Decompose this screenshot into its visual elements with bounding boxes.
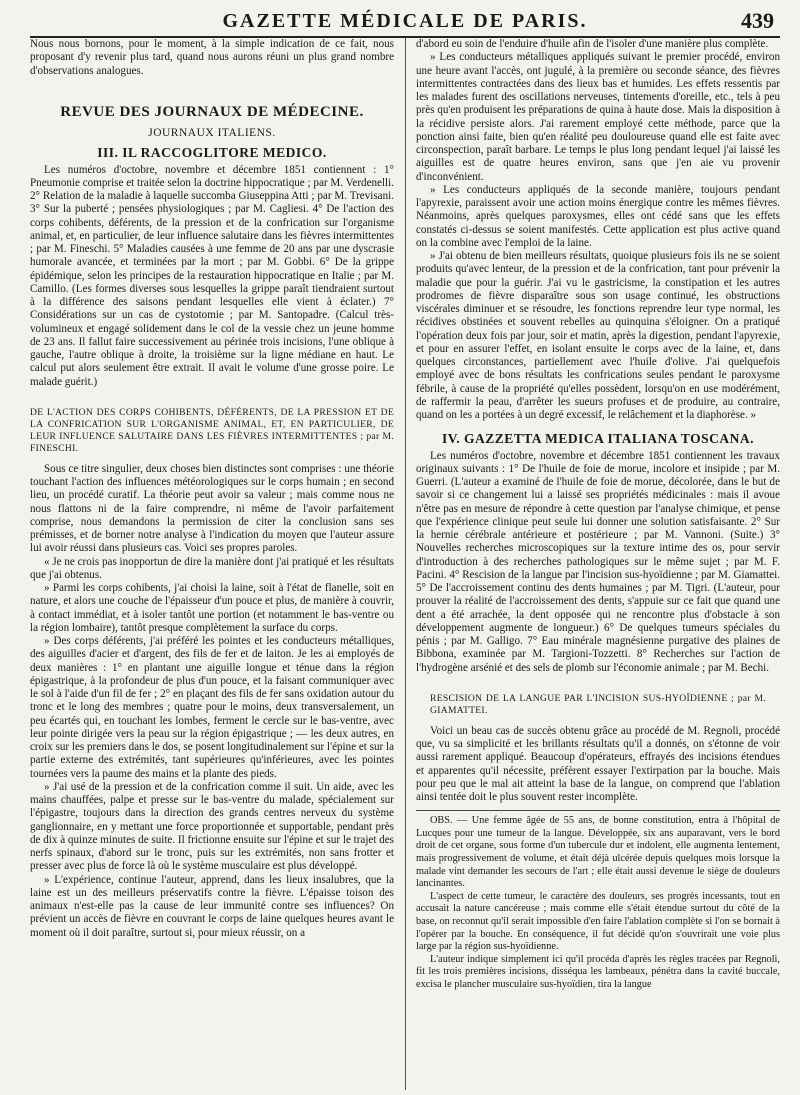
paragraph: » Des corps déférents, j'ai préféré les pointes et les conducteurs métalliques, des aiguilles d'acier et d'argent, des fils de fer et de laiton. Je les ai employés de deux manières : 1° en plantant une aiguille longue et ténue dans la région épigastrique, à la profondeur de plus d'un pouce, et la faisant communiquer avec le sol à l'aide d'un fil de fer ; 2° en plaçant des fils de fer sans oxidation autour du tronc et le long des membres ; quatre pour le moins, deux transversalement, un peu écartés qui, en touchant les lombes, ferment le cercle sur le bas-ventre, avec leur pointe dirigée vers la peau sur la région épigastrique ; — les deux autres, en croix sur les premiers dans le dos, se posent longitudinalement sur l'épine et sur la partie externe des extrémités, tant supérieures qu'inférieures, avec les pointes tournées vers la paume des mains et la plante des pieds. [30, 635, 394, 780]
gazette-title: GAZETTE MÉDICALE DE PARIS. [222, 10, 588, 32]
paragraph: Les numéros d'octobre, novembre et décembre 1851 contiennent : 1° Pneumonie comprise et traitée selon la doctrine hippocratique ; par M. Verdenelli. 2° Relation de la maladie à laquelle succomba Giuseppina Atti ; par M. Trevisani. 3° Sur la puberté ; pensées physiologiques ; par M. Cagliesi. 4° De l'action des corps cohibents, déférents, de la pression et de la confrication sur l'organisme animal, et, en particulier, de leur influence salutaire dans les fièvres intermittentes ; par M. Fineschi. 5° Maladies causées à une femme de 20 ans par une dyscrasie humorale avancée, et terminées par la mort ; par M. Gobbi. 6° De la grippe épidémique, selon les principes de la restauration hippocratique en Italie ; par M. Camillo. (Les formes diverses sous lesquelles la grippe paraît tiendraient surtout à la différence des saisons pendant lesquelles elle vient à éclater.) 7° Considérations sur un cas de cystotomie ; par M. Santopadre. (Calcul très-volumineux et engagé solidement dans le col de la vessie chez un jeune homme de 23 ans. Il fallut faire successivement au périnée trois incisions, l'une oblique à gauche, l'autre oblique à droite, la troisième sur la ligne médiane en haut. Le calcul put alors seulement être extrait. Il avait le volume d'une grosse poire. Le malade guérit.) [30, 163, 394, 388]
paragraph: » J'ai usé de la pression et de la confrication comme il suit. Un aide, avec les mains chauffées, palpe et presse sur le bas-ventre du malade, spécialement sur l'épigastre, toujours dans la direction des grands centres nerveux du système ganglionnaire, en y mettant une force proportionnée et supportable, pendant près de dix à quinze minutes de suite. Il frictionne ensuite sur l'épine et sur le trajet des nerfs spinaux, d'abord sur le tronc, puis sur les extrémités, non sans frotter et presser avec plus de force là où le système musculaire est plus développé. [30, 780, 394, 873]
paragraph: » Parmi les corps cohibents, j'ai choisi la laine, soit à l'état de flanelle, soit en nature, et alors une couche de l'épaisseur d'un pouce et plus, de manière à couvrir, à contact immédiat, et à isoler tantôt une portion (et notamment le bas-ventre ou la région lombaire), tantôt presque complètement la surface du corps. [30, 582, 394, 634]
observation-paragraph: OBS. — Une femme âgée de 55 ans, de bonne constitution, entra à l'hôpital de Lucques pour une tumeur de la langue. Développée, six ans auparavant, vers le bord droit de cet organe, sous forme d'un tubercule dur et indolent, elle augmenta lentement, mais progressivement de volume, et était déjà ulcérée depuis quelques mois lorsque la malade vint demander les secours de l'art ; elle était aussi devenue le siège de douleurs lancinantes. [416, 815, 780, 890]
running-head [30, 6, 780, 38]
journal-title-iii: III. IL RACCOGLITORE MEDICO. [97, 145, 327, 161]
observation-paragraph: L'auteur indique simplement ici qu'il procéda d'après les règles tracées par Regnoli, fit les trois premières incisions, disséqua les lambeaux, pénétra dans la cavité buccale, excisa le plancher musculaire sus-hyoïdien, tira la langue [416, 953, 780, 990]
section-title: REVUE DES JOURNAUX DE MÉDECINE. [60, 103, 364, 120]
paragraph: » Les conducteurs appliqués de la seconde manière, toujours pendant l'apyrexie, paraissent avoir une action moins énergique contre les mêmes fièvres. Néanmoins, après quelques paroxysmes, elles ont cédé sans que les effets constatés ci-dessus se soient manifestés. Cette application est plus active quand on la combine avec l'emploi de la laine. [416, 183, 780, 249]
left-column [30, 38, 394, 1090]
divider [416, 810, 780, 811]
text-columns [30, 38, 780, 1090]
column-divider [405, 38, 406, 1090]
section-subtitle: JOURNAUX ITALIENS. [148, 127, 276, 139]
paragraph: « Je ne crois pas inopportun de dire la manière dont j'ai pratiqué et les résultats que j'ai obtenus. [30, 555, 394, 581]
paragraph: » Les conducteurs métalliques appliqués suivant le premier procédé, environ une heure avant l'accès, ont jugulé, à la première ou seconde séance, des fièvres intermittentes contractées dans des lieux bas et humides. Les effets ressentis par les malades furent des oscillations nerveuses, tintements d'oreille, etc., tels à peu près qu'en produisent les préparations de quina à haute dose. Mais la disposition à la récidive persiste alors. J'ai rarement employé cette méthode, parce que la ponction ainsi faite, bien qu'en réalité peu douloureuse quand elle est faite avec circonspection, paraît barbare. Le temps le plus long pendant lequel j'ai laissé les aiguilles est de quatre heures environ, sans que j'en aie vu provenir d'inconvénient. [416, 51, 780, 183]
right-column [416, 38, 780, 1090]
page-number: 439 [741, 8, 774, 33]
paragraph: Les numéros d'octobre, novembre et décembre 1851 contiennent les travaux originaux suivants : 1° De l'huile de foie de morue, incolore et insipide ; par M. Guerri. (L'auteur a examiné de l'huile de foie de morue, décolorée, dans le but de savoir si ce changement lui a laissé ses propriétés médicinales : mais il avoue n'être pas en mesure de répondre à cette question par l'analyse chimique, et pense que l'expérience clinique peut seule lui donner une solution satisfaisante. 2° Sur la hernie cérébrale antérieure et postérieure ; par M. Vannoni. (Suite.) 3° Nouvelles recherches microscopiques sur la texture intime des os, pour servir d'introduction à des recherches pathologiques sur le même sujet ; par M. F. Pacini. 4° Rescision de la langue par l'incision sus-hyoïdienne ; par M. Giamattei. 5° De l'accroissement continu des dents humaines ; par M. Tigri. (L'auteur, pour prouver la réalité de l'accroissement des dents, s'appuie sur ce fait que quand une dent a été arrachée, la dent opposée qui ne rencontre plus d'obstacle à son développement augmente de longueur.) 6° De quelques tumeurs spéciales du pénis ; par M. Galligo. 7° Eau minérale magnésienne purgative des plaines de Bibbona, examinée par M. Targioni-Tozzetti. 8° Recherches sur l'action de l'hydrogène arsénié et des sels de plomb sur l'économie animale ; par M. Bechi. [416, 449, 780, 674]
observation-paragraph: L'aspect de cette tumeur, le caractère des douleurs, ses progrès incessants, tout en accusait la nature cancéreuse ; mais comme elle s'était étendue surtout du côté de la base, on reconnut qu'il serait impossible d'en faire l'ablation complète si l'on se bornait à l'opérer par la bouche. En conséquence, il fut décidé qu'on s'ouvrirait une voie plus large par la région sus-hyoïdienne. [416, 890, 780, 953]
paragraph: d'abord eu soin de l'enduire d'huile afin de l'isoler d'une manière plus complète. [416, 38, 769, 50]
paragraph: » J'ai obtenu de bien meilleurs résultats, quoique plusieurs fois ils ne se soient produits qu'avec lenteur, de la pression et de la confrication, tant pour prévenir la maladie que pour la guérir. J'ai vu le gastricisme, la constipation et les autres prodromes de fièvre disparaître sous son usage continué, les obstructions viscérales diminuer et se résoudre, les fonctions reprendre leur type normal, les récidives obstinées et souvent rebelles au quinquina s'éloigner. On a pratiqué l'opération deux fois par jour, soir et matin, après la digestion, pendant l'apyrexie, et pour en assurer l'effet, en isolant ensuite le corps avec de la laine, et, dans quelques circonstances, partiellement avec l'huile d'olive. J'ai quelquefois employé avec de bons résultats les confrications seules pendant le paroxysme fébrile, à cause de la propriété qu'elles possèdent, lorsqu'on en use modérément, de raffermir la peau, d'arrêter les sueurs profuses et de produire, au contraire, quand on les a portées à un degré excessif, le relâchement et la diaphorèse. » [416, 250, 780, 421]
paragraph: Sous ce titre singulier, deux choses bien distinctes sont comprises : une théorie touchant l'action des influences météorologiques sur le corps humain ; en second lieu, un procédé curatif. La théorie peut avoir sa valeur ; mais comme nous ne nous flattons ni de la faire comprendre, ni même de l'avoir parfaitement comprise, nous demandons la permission de citer la conclusion sans ses prémisses, et de borner notre analyse à l'indication du moyen que l'auteur assure lui avoir réussi dans plusieurs cas. Voici ses propres paroles. [30, 462, 394, 555]
journal-title-iv: IV. GAZZETTA MEDICA ITALIANA TOSCANA. [441, 431, 755, 447]
article-title-fineschi: DE L'ACTION DES CORPS COHIBENTS, DÉFÉRENTS, DE LA PRESSION ET DE LA CONFRICATION SUR L'ORGANISME ANIMAL, ET, EN PARTICULIER, DE LEUR INFLUENCE SALUTAIRE DANS LES FIÈVRES INTERMITTENTES ; par M. FINESCHI. [30, 406, 394, 454]
article-title-giamattei: RESCISION DE LA LANGUE PAR L'INCISION SUS-HYOÏDIENNE ; par M. GIAMATTEI. [430, 692, 766, 716]
intro-paragraph: Nous nous bornons, pour le moment, à la simple indication de ce fait, nous proposant d'y revenir plus tard, quand nous aurons réuni un plus grand nombre d'observations analogues. [30, 38, 394, 77]
paragraph: » L'expérience, continue l'auteur, apprend, dans les lieux insalubres, que la laine est un des meilleurs préservatifs contre la fièvre. L'épaisse toison des animaux n'est-elle pas la cause de leur immunité contre ses influences? On prévient un accès de fièvre en couvrant le corps de laine quelques heures avant le moment où il doit paraître, surtout si, pour mieux réussir, on a [30, 873, 394, 939]
paragraph: Voici un beau cas de succès obtenu grâce au procédé de M. Regnoli, procédé que, vu sa simplicité et les brillants résultats qu'il a donnés, on s'étonne de voir aussi rarement appliqué. Beaucoup d'opérateurs, effrayés des incisions étendues et apparentes qu'il nécessite, préfèrent essayer l'extirpation par la bouche. Mais pour peu que le mal ait atteint la base de la langue, on comprend que l'ablation ainsi tentée doit le plus souvent rester incomplète. [416, 724, 780, 803]
